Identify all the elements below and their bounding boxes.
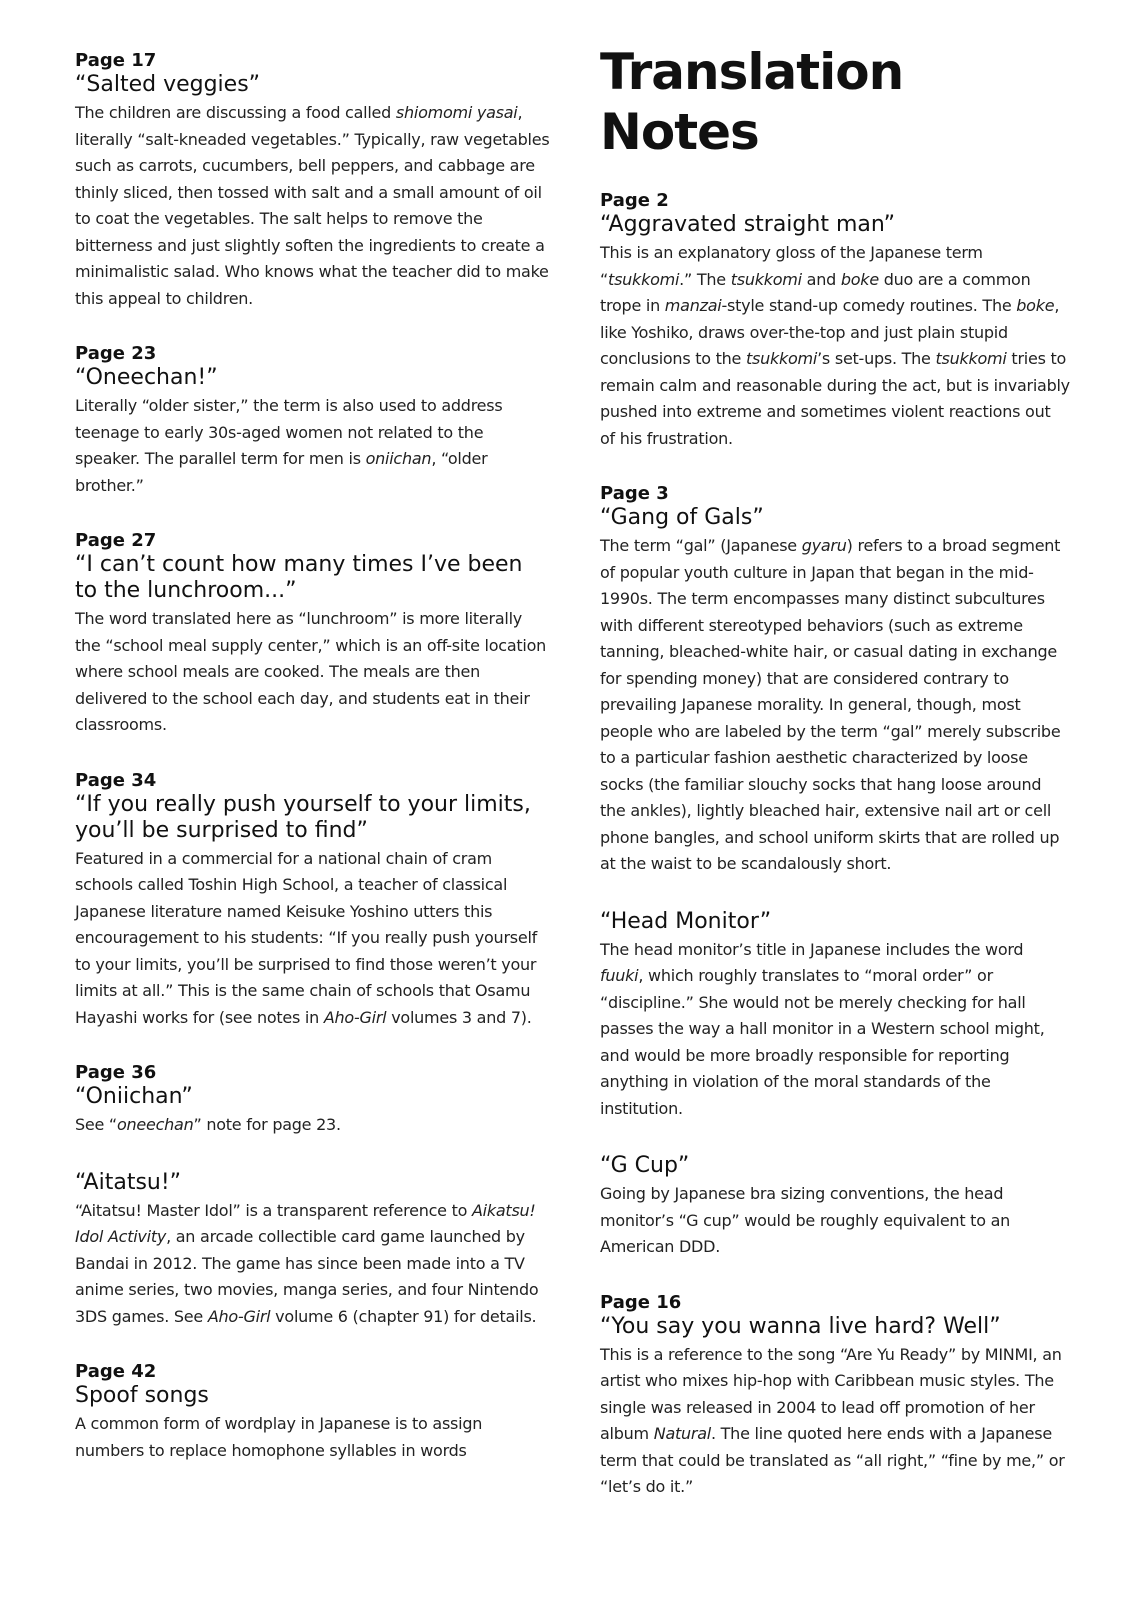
note-body (75, 1112, 550, 1139)
body-text: , an arcade collectible card game launched by Bandai in 2012. The game has since been made into a TV anime series, two movies, manga series, and four Nintendo 3DS games. See (75, 1227, 539, 1326)
body-text: The children are discussing a food called (75, 103, 396, 122)
italic-term: shiomomi yasai (395, 103, 518, 122)
italic-term: Aikatsu! Idol Activity (75, 1200, 536, 1246)
note-section (75, 343, 550, 499)
note-body (75, 846, 550, 1032)
body-text: The word translated here as “lunchroom” is more literally the “school meal supply center,” which is an off-site location where school meals are cooked. The meals are then delivered to the school each day, and students eat in their classrooms. (75, 609, 547, 734)
italic-term: fuuki (600, 966, 639, 985)
note-section (75, 770, 550, 1032)
note-heading: “Aitatsu!” (75, 1169, 182, 1195)
note-body (600, 1342, 1070, 1501)
italic-term: gyaru (801, 536, 847, 555)
body-text: tries to remain calm and reasonable during the act, but is invariably pushed into extreme and sometimes violent reactions out of his frustration. (600, 349, 1070, 448)
italic-term: tsukkomi (608, 269, 680, 289)
note-heading: “Head Monitor” (600, 908, 772, 934)
note-heading: “You say you wanna live hard? Well” (600, 1313, 1001, 1339)
note-body (600, 533, 1070, 878)
italic-term: boke (1016, 296, 1055, 315)
note-body (600, 1181, 1070, 1261)
body-text: Literally “older sister,” the term is also used to address teenage to early 30s-aged women not related to the speaker. The parallel term for men is (75, 396, 503, 468)
body-text: ” note for page 23. (193, 1115, 341, 1134)
note-page-label: Page 3 (600, 483, 669, 504)
body-text: ’s set-ups. The (817, 349, 936, 368)
note-page-label: Page 2 (600, 190, 669, 211)
note-page-label: Page 34 (75, 769, 157, 791)
italic-term: Aho-Girl (323, 1007, 387, 1027)
body-text: Featured in a commercial for a national chain of cram schools called Toshin High School, a teacher of classical Japanese literature named Keisuke Yoshino utters this encouragement to his students: “If you really push yourself to your limits, you’ll be surprised to find those weren’t your limits at all.” This is the same chain of schools that Osamu Hayashi works for (see notes in (75, 848, 538, 1027)
note-section (600, 483, 1070, 878)
note-body (75, 393, 550, 499)
body-text: , “older brother.” (75, 449, 488, 495)
note-section (600, 909, 1070, 1123)
body-text: , like Yoshiko, draws over-the-top and just plain stupid conclusions to the (600, 296, 1060, 368)
note-page-label: Page 27 (75, 530, 157, 551)
note-section (75, 50, 550, 312)
note-page-label: Page 16 (600, 1291, 682, 1313)
note-heading: “I can’t count how many times I’ve been to the lunchroom...” (75, 552, 523, 603)
body-text: “Aitatsu! Master Idol” is a transparent reference to (75, 1200, 472, 1220)
note-section (600, 1292, 1070, 1501)
note-heading: “Aggravated straight man” (600, 212, 895, 237)
note-page-label: Page 17 (75, 50, 157, 71)
body-text: ) refers to a broad segment of popular youth culture in Japan that began in the mid-1990s. The term encompasses many distinct subcultures with different stereotyped behaviors (such as extreme tanning, bleached-white hair, or casual dating in exchange for spending money) that are considered contrary to prevailing Japanese morality. In general, though, most people who are labeled by the term “gal” merely subscribe to a particular fashion aesthetic characterized by loose socks (the familiar slouchy socks that hang loose around the ankles), lightly bleached hair, extensive nail art or cell phone bangles, and school uniform skirts that are rolled up at the waist to be scandalously short. (600, 536, 1061, 873)
note-body (75, 1411, 550, 1464)
note-page-label: Page 36 (75, 1062, 157, 1083)
note-section (75, 1170, 550, 1331)
note-page-label: Page 42 (75, 1361, 157, 1382)
note-body (75, 606, 550, 739)
body-text: The head monitor’s title in Japanese includes the word (600, 939, 1024, 959)
body-text: See “ (75, 1115, 117, 1134)
body-text: , which roughly translates to “moral order” or “discipline.” She would not be merely checking for hall passes the way a hall monitor in a Western school might, and would be more broadly responsible for reporting anything in violation of the moral standards of the institution. (600, 966, 1045, 1118)
body-text: -style stand-up comedy routines. The (721, 296, 1017, 315)
italic-term: boke (840, 269, 879, 289)
italic-term: manzai (664, 296, 722, 315)
body-text: Going by Japanese bra sizing conventions, the head monitor’s “G cup” would be roughly equivalent to an American DDD. (600, 1184, 1011, 1256)
page-title: Translation Notes (600, 43, 904, 161)
body-text: This is a reference to the song “Are Yu Ready” by MINMI, an artist who mixes hip-hop with Caribbean music styles. The single was released in 2004 to lead off promotion of her album (600, 1344, 1062, 1443)
note-heading: “Salted veggies” (75, 72, 261, 97)
note-heading: “Oniichan” (75, 1084, 193, 1109)
note-heading: “Oneechan!” (75, 365, 218, 390)
right-column (600, 0, 1070, 1532)
body-text: .” The (679, 269, 731, 289)
italic-term: oneechan (116, 1115, 194, 1134)
note-section (75, 1062, 550, 1139)
body-text: duo are a common trope in (600, 269, 1031, 315)
note-heading: “If you really push yourself to your limits, you’ll be surprised to find” (75, 791, 531, 843)
italic-term: Natural (653, 1424, 711, 1443)
body-text: , literally “salt-kneaded vegetables.” Typically, raw vegetables such as carrots, cucumbers, bell peppers, and cabbage are thinly sliced, then tossed with salt and a small amount of oil to coat the vegetables. The salt helps to remove the bitterness and just slightly soften the ingredients to create a minimalistic salad. Who knows what the teacher did to make this appeal to children. (75, 103, 550, 308)
body-text: volume 6 (chapter 91) for details. (270, 1306, 537, 1326)
note-section (75, 530, 550, 739)
body-text: . The line quoted here ends with a Japanese term that could be translated as “all right,” “fine by me,” or “let’s do it.” (600, 1424, 1065, 1496)
note-section (75, 1361, 550, 1464)
italic-term: tsukkomi (935, 349, 1007, 368)
note-heading: “G Cup” (600, 1153, 690, 1178)
note-body (75, 100, 550, 312)
note-heading: Spoof songs (75, 1383, 209, 1408)
body-text: and (801, 269, 841, 289)
italic-term: tsukkomi (730, 269, 802, 289)
note-heading: “Gang of Gals” (600, 505, 764, 530)
body-text: volumes 3 and 7). (386, 1007, 532, 1027)
note-section (600, 1153, 1070, 1261)
note-section (600, 190, 1070, 452)
note-body (75, 1198, 550, 1331)
body-text: A common form of wordplay in Japanese is to assign numbers to replace homophone syllables in words (75, 1414, 483, 1460)
body-text: The term “gal” (Japanese (600, 536, 802, 555)
left-column (75, 0, 550, 1495)
italic-term: oniichan (365, 449, 432, 468)
note-body (600, 937, 1070, 1123)
note-body (600, 240, 1070, 452)
note-page-label: Page 23 (75, 343, 157, 364)
italic-term: Aho-Girl (207, 1306, 271, 1326)
body-text: This is an explanatory gloss of the Japanese term “ (600, 243, 983, 289)
italic-term: tsukkomi (745, 349, 818, 368)
